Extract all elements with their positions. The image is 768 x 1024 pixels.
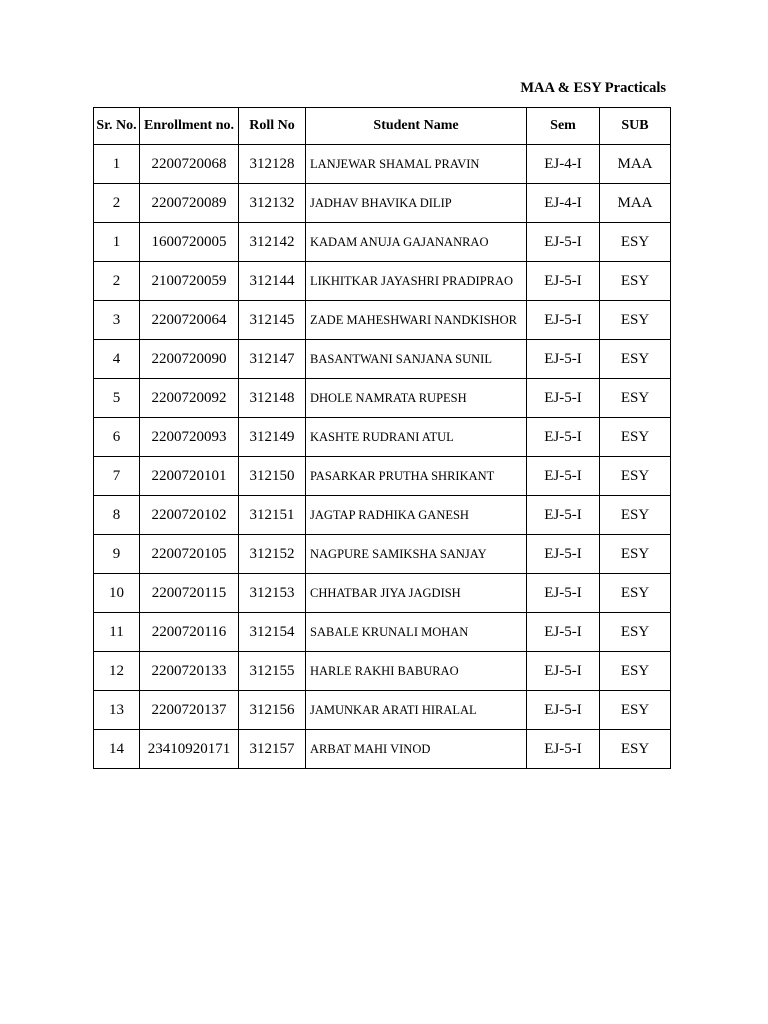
sem-cell: EJ-5-I [527,301,600,340]
sem-cell: EJ-5-I [527,574,600,613]
sub-cell: ESY [600,535,671,574]
sem-cell: EJ-5-I [527,379,600,418]
table-row [94,691,671,730]
student-name-cell: LIKHITKAR JAYASHRI PRADIPRAO [306,262,527,301]
table-row [94,340,671,379]
sem-cell: EJ-4-I [527,184,600,223]
table-row [94,223,671,262]
sr-no-cell: 10 [94,574,140,613]
sem-cell: EJ-4-I [527,145,600,184]
table-row [94,613,671,652]
sub-cell: ESY [600,262,671,301]
student-name-cell: DHOLE NAMRATA RUPESH [306,379,527,418]
sub-cell: ESY [600,301,671,340]
table-row [94,574,671,613]
table-row [94,145,671,184]
roll-no-cell: 312157 [239,730,306,769]
sub-cell: ESY [600,379,671,418]
column-header-student-name: Student Name [306,108,527,145]
student-name-cell: JAMUNKAR ARATI HIRALAL [306,691,527,730]
sem-cell: EJ-5-I [527,457,600,496]
roll-no-cell: 312147 [239,340,306,379]
student-name-cell: JAGTAP RADHIKA GANESH [306,496,527,535]
table-row [94,730,671,769]
student-name-cell: JADHAV BHAVIKA DILIP [306,184,527,223]
student-name-cell: ZADE MAHESHWARI NANDKISHOR [306,301,527,340]
sr-no-cell: 1 [94,145,140,184]
sub-cell: ESY [600,223,671,262]
column-header-roll-no: Roll No [239,108,306,145]
table-header [94,108,671,145]
sr-no-cell: 14 [94,730,140,769]
column-header-sr-no: Sr. No. [94,108,140,145]
sub-cell: ESY [600,691,671,730]
student-name-cell: KADAM ANUJA GAJANANRAO [306,223,527,262]
enrollment-no-cell: 2200720101 [140,457,239,496]
roll-no-cell: 312148 [239,379,306,418]
header-row [94,108,671,145]
sub-cell: ESY [600,613,671,652]
sr-no-cell: 5 [94,379,140,418]
student-name-cell: BASANTWANI SANJANA SUNIL [306,340,527,379]
student-name-cell: NAGPURE SAMIKSHA SANJAY [306,535,527,574]
table-row [94,262,671,301]
sub-cell: MAA [600,184,671,223]
sem-cell: EJ-5-I [527,535,600,574]
roll-no-cell: 312152 [239,535,306,574]
sem-cell: EJ-5-I [527,418,600,457]
enrollment-no-cell: 2200720133 [140,652,239,691]
enrollment-no-cell: 2200720115 [140,574,239,613]
sr-no-cell: 8 [94,496,140,535]
student-name-cell: LANJEWAR SHAMAL PRAVIN [306,145,527,184]
student-name-cell: HARLE RAKHI BABURAO [306,652,527,691]
sr-no-cell: 12 [94,652,140,691]
sr-no-cell: 1 [94,223,140,262]
sr-no-cell: 3 [94,301,140,340]
column-header-sub: SUB [600,108,671,145]
student-name-cell: KASHTE RUDRANI ATUL [306,418,527,457]
table-row [94,496,671,535]
sem-cell: EJ-5-I [527,262,600,301]
roll-no-cell: 312142 [239,223,306,262]
enrollment-no-cell: 2200720092 [140,379,239,418]
enrollment-no-cell: 23410920171 [140,730,239,769]
table-row [94,652,671,691]
table-row [94,418,671,457]
enrollment-no-cell: 2200720089 [140,184,239,223]
sem-cell: EJ-5-I [527,340,600,379]
table-body [94,145,671,769]
enrollment-no-cell: 2200720137 [140,691,239,730]
column-header-enrollment-no: Enrollment no. [140,108,239,145]
roll-no-cell: 312153 [239,574,306,613]
table-row [94,301,671,340]
sr-no-cell: 2 [94,262,140,301]
roll-no-cell: 312151 [239,496,306,535]
roll-no-cell: 312156 [239,691,306,730]
sr-no-cell: 13 [94,691,140,730]
roll-no-cell: 312128 [239,145,306,184]
roll-no-cell: 312150 [239,457,306,496]
roll-no-cell: 312145 [239,301,306,340]
roll-no-cell: 312154 [239,613,306,652]
enrollment-no-cell: 2200720116 [140,613,239,652]
roll-no-cell: 312149 [239,418,306,457]
roll-no-cell: 312144 [239,262,306,301]
enrollment-no-cell: 2200720105 [140,535,239,574]
sem-cell: EJ-5-I [527,652,600,691]
table-row [94,184,671,223]
sem-cell: EJ-5-I [527,613,600,652]
enrollment-no-cell: 2200720064 [140,301,239,340]
sr-no-cell: 6 [94,418,140,457]
table-row [94,535,671,574]
sr-no-cell: 9 [94,535,140,574]
sr-no-cell: 4 [94,340,140,379]
sem-cell: EJ-5-I [527,223,600,262]
sem-cell: EJ-5-I [527,691,600,730]
enrollment-no-cell: 2200720068 [140,145,239,184]
student-name-cell: SABALE KRUNALI MOHAN [306,613,527,652]
sub-cell: ESY [600,652,671,691]
sem-cell: EJ-5-I [527,496,600,535]
sr-no-cell: 11 [94,613,140,652]
enrollment-no-cell: 1600720005 [140,223,239,262]
sub-cell: ESY [600,574,671,613]
sub-cell: ESY [600,457,671,496]
sr-no-cell: 7 [94,457,140,496]
student-name-cell: CHHATBAR JIYA JAGDISH [306,574,527,613]
sr-no-cell: 2 [94,184,140,223]
sub-cell: ESY [600,730,671,769]
sub-cell: MAA [600,145,671,184]
roll-no-cell: 312155 [239,652,306,691]
enrollment-no-cell: 2100720059 [140,262,239,301]
page-title: MAA & ESY Practicals [520,80,666,96]
sem-cell: EJ-5-I [527,730,600,769]
table-row [94,457,671,496]
sub-cell: ESY [600,496,671,535]
enrollment-no-cell: 2200720090 [140,340,239,379]
column-header-sem: Sem [527,108,600,145]
student-table [93,107,671,769]
enrollment-no-cell: 2200720093 [140,418,239,457]
table-row [94,379,671,418]
student-name-cell: ARBAT MAHI VINOD [306,730,527,769]
roll-no-cell: 312132 [239,184,306,223]
student-name-cell: PASARKAR PRUTHA SHRIKANT [306,457,527,496]
sub-cell: ESY [600,340,671,379]
enrollment-no-cell: 2200720102 [140,496,239,535]
sub-cell: ESY [600,418,671,457]
